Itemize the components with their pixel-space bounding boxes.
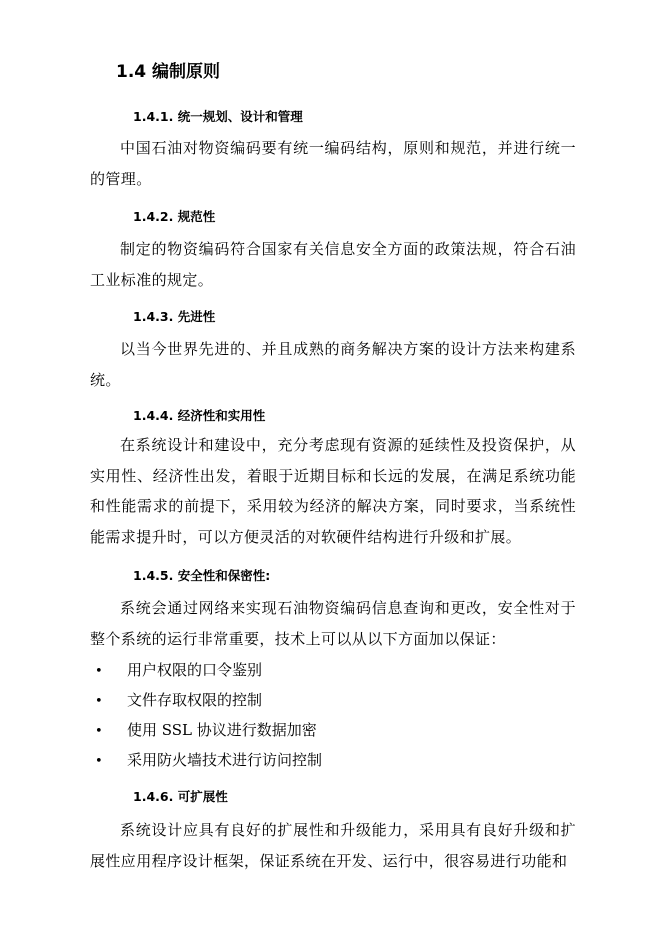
bullet-text: 采用防火墙技术进行访问控制 xyxy=(127,751,323,769)
paragraph-3: 以当今世界先进的、并且成熟的商务解决方案的设计方法来构建系统。 xyxy=(90,340,576,389)
paragraph-4: 在系统设计和建设中，充分考虑现有资源的延续性及投资保护，从实用性、经济性出发，着眼于近期目标和长远的发展，在满足系统功能和性能需求的前提下，采用较为经济的解决方案，同时要求，当系统性能需求提升时，可以方便灵活的对软硬件结构进行升级和扩展。 xyxy=(90,436,576,546)
bullet-text: 文件存取权限的控制 xyxy=(127,691,263,709)
subsection-heading-4: 1.4.4. 经济性和实用性 xyxy=(133,408,266,423)
bullet-icon: • xyxy=(95,694,103,709)
bullet-item xyxy=(95,689,262,713)
bullet-icon: • xyxy=(95,724,103,739)
subsection-heading-6: 1.4.6. 可扩展性 xyxy=(133,789,228,804)
paragraph-5: 系统会通过网络来实现石油物资编码信息查询和更改，安全性对于整个系统的运行非常重要，技术上可以从以下方面加以保证： xyxy=(90,599,576,648)
bullet-text: 用户权限的口令鉴别 xyxy=(127,661,263,679)
subsection-heading-1: 1.4.1. 统一规划、设计和管理 xyxy=(133,109,303,124)
bullet-item xyxy=(95,719,317,743)
subsection-heading-3: 1.4.3. 先进性 xyxy=(133,309,216,324)
bullet-item xyxy=(95,749,322,773)
bullet-icon: • xyxy=(95,664,103,679)
paragraph-6: 系统设计应具有良好的扩展性和升级能力，采用具有良好升级和扩展性应用程序设计框架，保证系统在开发、运行中，很容易进行功能和 xyxy=(90,821,576,870)
subsection-heading-2: 1.4.2. 规范性 xyxy=(133,209,216,224)
section-heading: 1.4 编制原则 xyxy=(116,62,221,82)
bullet-icon: • xyxy=(95,754,103,769)
paragraph-1: 中国石油对物资编码要有统一编码结构，原则和规范，并进行统一的管理。 xyxy=(90,139,576,188)
paragraph-2: 制定的物资编码符合国家有关信息安全方面的政策法规，符合石油工业标准的规定。 xyxy=(90,240,576,289)
bullet-item xyxy=(95,659,262,683)
bullet-text: 使用 SSL 协议进行数据加密 xyxy=(127,721,317,739)
subsection-heading-5: 1.4.5. 安全性和保密性: xyxy=(133,568,271,583)
